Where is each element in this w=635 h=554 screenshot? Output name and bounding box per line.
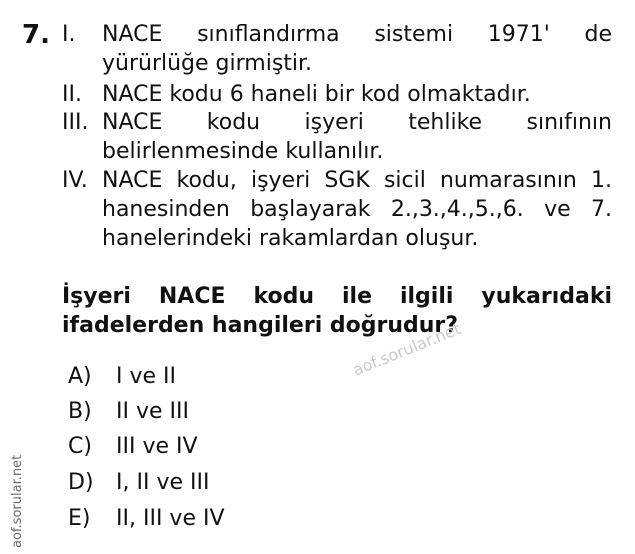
statement-numeral: IV. (62, 168, 88, 193)
statement-2 (62, 80, 612, 109)
statement-numeral: III. (62, 110, 89, 135)
option-letter: C) (68, 434, 92, 459)
option-b[interactable] (68, 397, 189, 426)
option-text: I, II ve III (116, 470, 210, 495)
question-prompt: İşyeri NACE kodu ile ilgili yukarıdaki ifadelerden hangileri doğrudur? (62, 284, 612, 338)
option-text: III ve IV (116, 434, 198, 459)
option-text: II, III ve IV (116, 506, 225, 531)
watermark-diagonal: aof.sorular.net (350, 319, 464, 380)
option-letter: E) (68, 506, 91, 531)
statement-numeral: I. (62, 22, 76, 47)
option-text: I ve II (116, 364, 177, 389)
option-letter: A) (68, 364, 92, 389)
option-a[interactable] (68, 362, 176, 391)
statement-text: NACE kodu 6 haneli bir kod olmaktadır. (102, 82, 531, 107)
statement-text: NACE kodu, işyeri SGK sicil numarasının 1. hanesinden başlayarak 2.,3.,4.,5.,6. ve 7. hanelerindeki rakamlardan oluşur. (102, 168, 612, 251)
option-letter: D) (68, 470, 94, 495)
option-c[interactable] (68, 432, 198, 461)
statement-text: NACE sınıflandırma sistemi 1971' de yürürlüğe girmiştir. (102, 22, 612, 76)
option-e[interactable] (68, 504, 225, 533)
option-letter: B) (68, 399, 92, 424)
option-d[interactable] (68, 468, 209, 497)
statement-text: NACE kodu işyeri tehlike sınıfının belirlenmesinde kullanılır. (102, 110, 612, 164)
statement-3 (62, 108, 612, 166)
watermark-side: aof.sorular.net (10, 454, 25, 548)
statement-4 (62, 166, 612, 253)
option-text: II ve III (116, 399, 189, 424)
statement-1 (62, 20, 612, 78)
statement-numeral: II. (62, 82, 82, 107)
question-number: 7. (22, 20, 50, 50)
